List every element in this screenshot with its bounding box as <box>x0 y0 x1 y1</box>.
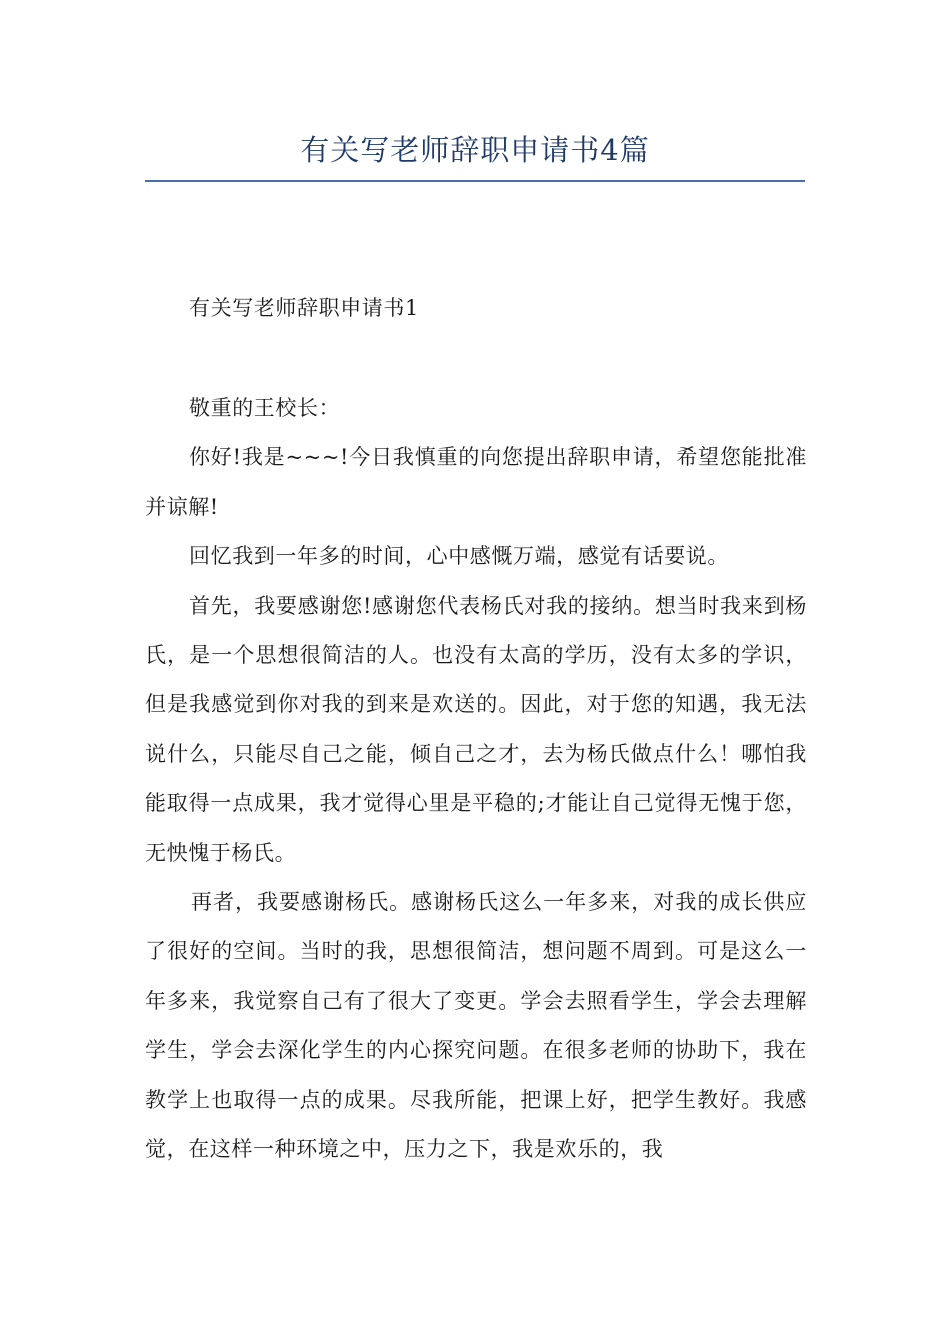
document-title: 有关写老师辞职申请书4篇 <box>300 133 650 167</box>
paragraph: 你好!我是~~~!今日我慎重的向您提出辞职申请，希望您能批准并谅解! <box>145 445 807 519</box>
letter-body <box>145 384 807 1175</box>
paragraph: 首先，我要感谢您!感谢您代表杨氏对我的接纳。想当时我来到杨氏，是一个思想很简洁的人。也没有太高的学历，没有太多的学识，但是我感觉到你对我的到来是欢送的。因此，对于您的知遇，我无法说什么，只能尽自己之能，倾自己之才，去为杨氏做点什么！哪怕我能取得一点成果，我才觉得心里是平稳的;才能让自己觉得无愧于您，无怏愧于杨氏。 <box>145 593 807 865</box>
salutation: 敬重的王校长： <box>189 396 341 420</box>
section-heading: 有关写老师辞职申请书1 <box>189 296 419 320</box>
paragraph: 回忆我到一年多的时间，心中感慨万端，感觉有话要说。 <box>189 544 729 569</box>
paragraph: 再者，我要感谢杨氏。感谢杨氏这么一年多来，对我的成长供应了很好的空间。当时的我，思想很简洁，想问题不周到。可是这么一年多来，我觉察自己有了很大了变更。学会去照看学生，学会去理解学生，学会去深化学生的内心探究问题。在很多老师的协助下，我在教学上也取得一点的成果。尽我所能，把课上好，把学生教好。我感觉，在这样一种环境之中，压力之下，我是欢乐的，我 <box>145 890 807 1162</box>
title-underline <box>145 180 805 182</box>
